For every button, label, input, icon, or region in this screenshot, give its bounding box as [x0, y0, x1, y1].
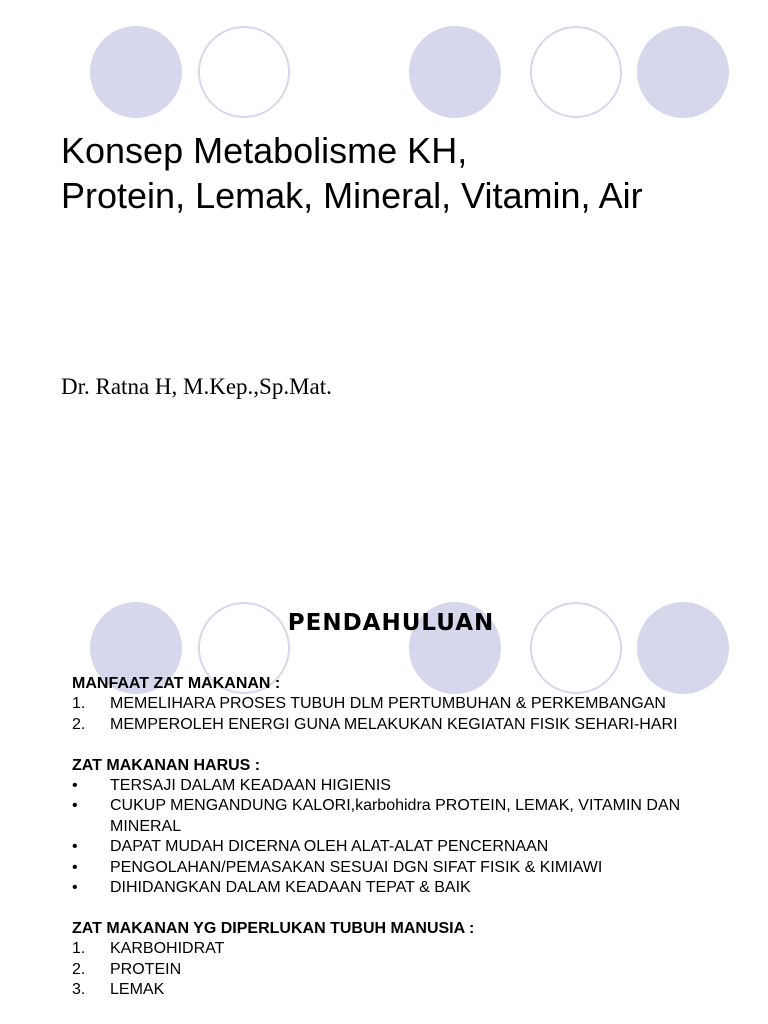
decorative-circle-filled	[90, 26, 182, 118]
content-section	[72, 756, 712, 899]
section-heading: MANFAAT ZAT MAKANAN :	[72, 675, 281, 692]
list-item	[72, 858, 712, 878]
list-item-text: DIHIDANGKAN DALAM KEADAAN TEPAT & BAIK	[110, 879, 471, 897]
bullet-marker: •	[72, 777, 78, 795]
decorative-circle-outline	[530, 26, 622, 118]
number-marker: 1.	[72, 940, 86, 958]
slide-title	[61, 128, 643, 218]
list-item-text: MEMELIHARA PROSES TUBUH DLM PERTUMBUHAN & PERKEMBANGAN	[110, 695, 666, 713]
decorative-circle-filled	[409, 26, 501, 118]
slide-title-line-2: Protein, Lemak, Mineral, Vitamin, Air	[61, 175, 643, 216]
section-heading: ZAT MAKANAN HARUS :	[72, 756, 261, 774]
list-item	[72, 878, 712, 898]
list-item-text: KARBOHIDRAT	[110, 940, 225, 958]
decorative-circle-filled	[637, 26, 729, 118]
bullet-marker: •	[72, 797, 78, 815]
slide-body	[72, 674, 712, 1021]
list-item-text: CUKUP MENGANDUNG KALORI,karbohidra PROTEIN, LEMAK, VITAMIN DAN MINERAL	[110, 797, 681, 835]
list-item	[72, 960, 712, 980]
list-item-text: DAPAT MUDAH DICERNA OLEH ALAT-ALAT PENCERNAAN	[110, 838, 549, 856]
section-heading: ZAT MAKANAN YG DIPERLUKAN TUBUH MANUSIA :	[72, 919, 475, 937]
list-item	[72, 796, 712, 837]
list-item-text: PENGOLAHAN/PEMASAKAN SESUAI DGN SIFAT FISIK & KIMIAWI	[110, 858, 603, 876]
list-item-text: TERSAJI DALAM KEADAAN HIGIENIS	[110, 777, 391, 795]
list-item	[72, 715, 712, 735]
slide-heading: PENDAHULUAN	[287, 610, 495, 636]
bullet-marker: •	[72, 879, 78, 897]
list-item	[72, 837, 712, 857]
number-marker: 1.	[72, 695, 86, 713]
bullet-marker: •	[72, 838, 78, 856]
list-item-text: MEMPEROLEH ENERGI GUNA MELAKUKAN KEGIATAN FISIK SEHARI-HARI	[110, 715, 678, 733]
list-item-text: LEMAK	[110, 981, 165, 999]
number-marker: 2.	[72, 715, 86, 733]
author-name: Dr. Ratna H, M.Kep.,Sp.Mat.	[61, 374, 332, 399]
number-marker: 3.	[72, 981, 86, 999]
list-item	[72, 980, 712, 1000]
section-list	[72, 694, 712, 735]
content-slide	[0, 580, 768, 1024]
section-list	[72, 939, 712, 1000]
slide-title-line-1: Konsep Metabolisme KH,	[61, 130, 468, 171]
list-item	[72, 694, 712, 714]
content-section	[72, 674, 712, 735]
list-item-text: PROTEIN	[110, 960, 182, 978]
bullet-marker: •	[72, 858, 78, 876]
decorative-circle-outline	[198, 26, 290, 118]
list-item	[72, 939, 712, 959]
content-section	[72, 919, 712, 1001]
number-marker: 2.	[72, 960, 86, 978]
list-item	[72, 776, 712, 796]
section-list	[72, 776, 712, 898]
